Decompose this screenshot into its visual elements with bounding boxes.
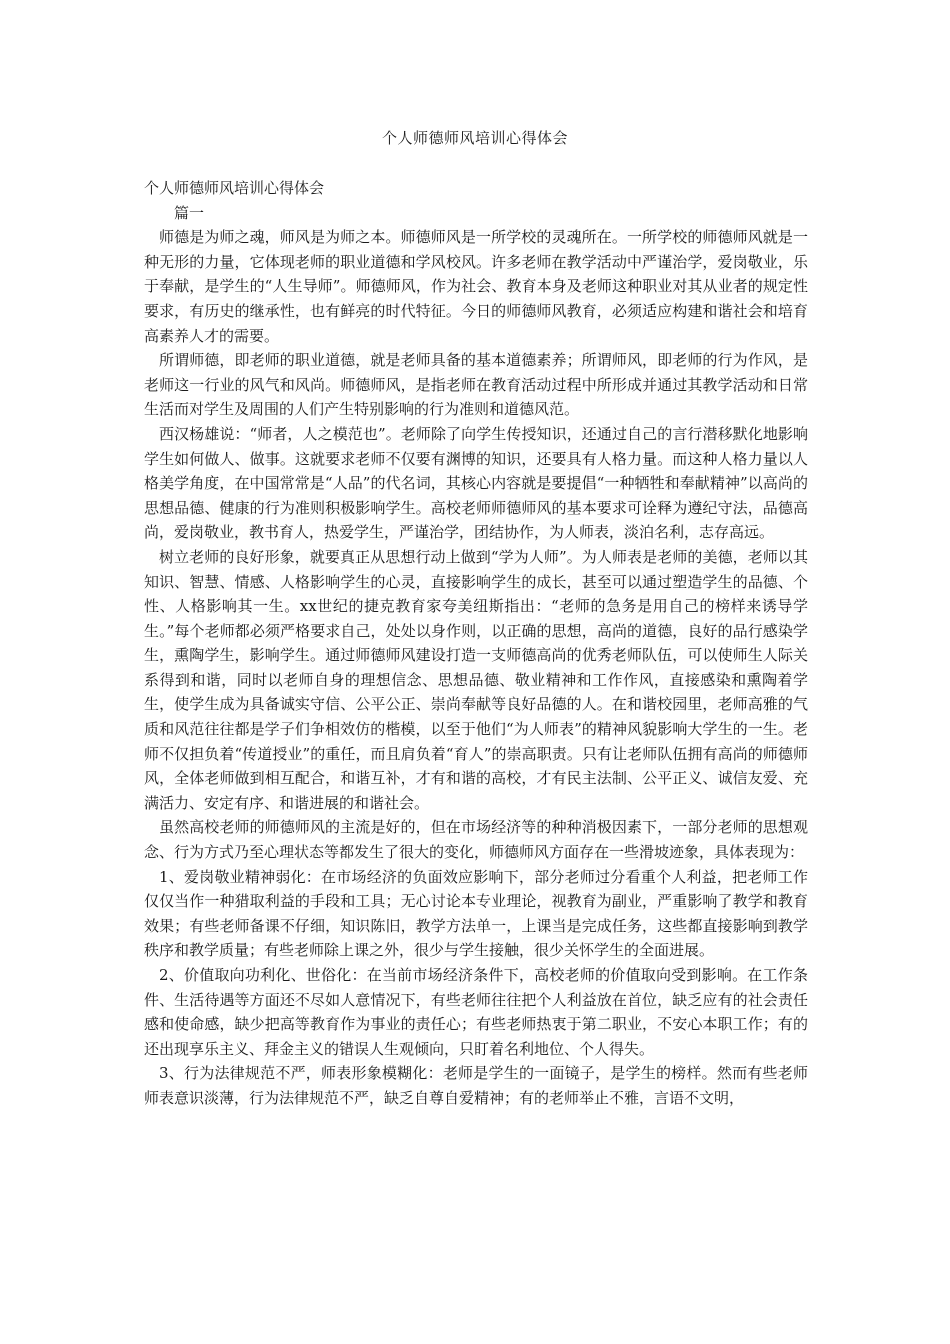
paragraph: 师德是为师之魂，师风是为师之本。师德师风是一所学校的灵魂所在。一所学校的师德师风就是一种无形的力量，它体现老师的职业道德和学风校风。许多老师在教学活动中严谨治学，爱岗敬业，乐于奉献，是学生的“人生导师”。师德师风，作为社会、教育本身及老师这种职业对其从业者的规定性要求，有历史的继承性，也有鲜亮的时代特征。今日的师德师风教育，必须适应构建和谐社会和培育高素养人才的需要。 <box>144 228 808 345</box>
paragraph: 2、价值取向功利化、世俗化：在当前市场经济条件下，高校老师的价值取向受到影响。在工作条件、生活待遇等方面还不尽如人意情况下，有些老师往往把个人利益放在首位，缺乏应有的社会责任感和使命感，缺少把高等教育作为事业的责任心；有些老师热衷于第二职业，不安心本职工作；有的还出现享乐主义、拜金主义的错误人生观倾向，只盯着名利地位、个人得失。 <box>144 966 808 1058</box>
paragraph: 1、爱岗敬业精神弱化：在市场经济的负面效应影响下，部分老师过分看重个人利益，把老师工作仅仅当作一种猎取利益的手段和工具；无心讨论本专业理论，视教育为副业，严重影响了教学和教育效果；有些老师备课不仔细，知识陈旧，教学方法单一，上课当是完成任务，这些都直接影响到教学秩序和教学质量；有些老师除上课之外，很少与学生接触，很少关怀学生的全面进展。 <box>144 867 808 960</box>
section-label: 篇一 <box>174 203 205 222</box>
paragraph: 虽然高校老师的师德师风的主流是好的，但在市场经济等的种种消极因素下，一部分老师的思想观念、行为方式乃至心理状态等都发生了很大的变化，师德师风方面存在一些滑坡迹象，具体表现为： <box>144 818 808 862</box>
paragraph: 西汉杨雄说：“师者，人之模范也”。老师除了向学生传授知识，还通过自己的言行潜移默化地影响学生如何做人、做事。这就要求老师不仅要有渊博的知识，还要具有人格力量。而这种人格力量以人格美学角度，在中国常常是“人品”的代名词，其核心内容就是要提倡“一种牺牲和奉献精神”以高尚的思想品德、健康的行为准则积极影响学生。高校老师师德师风的基本要求可诠释为遵纪守法，品德高尚，爱岗敬业，教书育人，热爱学生，严谨治学，团结协作，为人师表，淡泊名利，志存高远。 <box>144 424 808 542</box>
document-title: 个人师德师风培训心得体会 <box>381 129 568 147</box>
paragraph: 3、行为法律规范不严，师表形象模糊化：老师是学生的一面镜子，是学生的榜样。然而有些老师师表意识淡薄，行为法律规范不严，缺乏自尊自爱精神；有的老师举止不雅，言语不文明， <box>144 1064 808 1107</box>
paragraph: 所谓师德，即老师的职业道德，就是老师具备的基本道德素养；所谓师风，即老师的行为作风，是老师这一行业的风气和风尚。师德师风，是指老师在教育活动过程中所形成并通过其教学活动和日常生活而对学生及周围的人们产生特别影响的行为准则和道德风范。 <box>144 351 808 419</box>
document-body <box>144 176 808 1111</box>
paragraph: 树立老师的良好形象，就要真正从思想行动上做到“学为人师”。为人师表是老师的美德，老师以其知识、智慧、情感、人格影响学生的心灵，直接影响学生的成长，甚至可以通过塑造学生的品德、个性、人格影响其一生。xx世纪的捷克教育家夸美纽斯指出：“老师的急务是用自己的榜样来诱导学生。”每个老师都必须严格要求自己，处处以身作则，以正确的思想，高尚的道德，良好的品行感染学生，熏陶学生，影响学生。通过师德师风建设打造一支师德高尚的优秀老师队伍，可以使师生人际关系得到和谐，同时以老师自身的理想信念、思想品德、敬业精神和工作作风，直接感染和熏陶着学生，使学生成为具备诚实守信、公平公正、崇尚奉献等良好品德的人。在和谐校园里，老师高雅的气质和风范往往都是学子们争相效仿的楷模，以至于他们“为人师表”的精神风貌影响大学生的一生。老师不仅担负着“传道授业”的重任，而且肩负着“育人”的崇高职责。只有让老师队伍拥有高尚的师德师风，全体老师做到相互配合，和谐互补，才有和谐的高校，才有民主法制、公平正义、诚信友爱、充满活力、安定有序、和谐进展的和谐社会。 <box>144 547 808 812</box>
document-subtitle: 个人师德师风培训心得体会 <box>144 179 325 197</box>
